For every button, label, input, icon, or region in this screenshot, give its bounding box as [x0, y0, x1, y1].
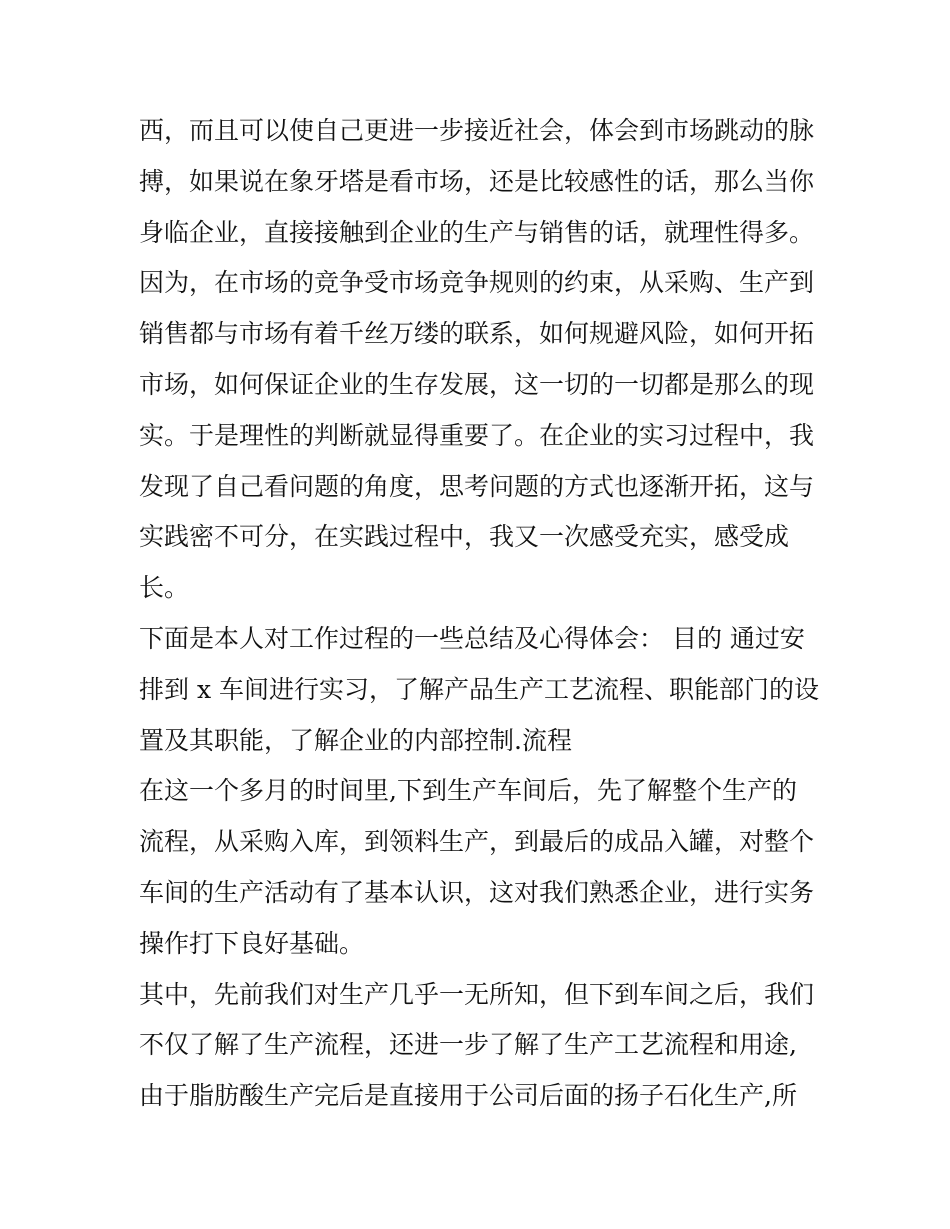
text-line: 实践密不可分，在实践过程中，我又一次感受充实，感受成: [139, 522, 790, 552]
text-line: 车间的生产活动有了基本认识，这对我们熟悉企业，进行实务: [139, 877, 815, 907]
text-line: 下面是本人对工作过程的一些总结及心得体会： 目的 通过安: [139, 623, 805, 653]
text-line: 置及其职能，了解企业的内部控制.流程: [139, 725, 572, 755]
text-line: 不仅了解了生产流程，还进一步了解了生产工艺流程和用途,: [139, 1030, 797, 1060]
text-line: 流程，从采购入库，到领料生产，到最后的成品入罐，对整个: [139, 827, 815, 857]
text-line: 因为，在市场的竞争受市场竞争规则的约束，从采购、生产到: [139, 268, 815, 298]
text-line: 长。: [139, 573, 190, 603]
text-line: 由于脂肪酸生产完后是直接用于公司后面的扬子石化生产,所: [139, 1081, 797, 1111]
text-line: 排到 x 车间进行实习，了解产品生产工艺流程、职能部门的设: [139, 674, 819, 704]
text-line: 操作打下良好基础。: [139, 928, 365, 958]
text-line: 在这一个多月的时间里,下到生产车间后，先了解整个生产的: [139, 776, 797, 806]
body-text: [139, 106, 819, 1122]
text-line: 其中，先前我们对生产几乎一无所知，但下到车间之后，我们: [139, 979, 815, 1009]
text-line: 搏，如果说在象牙塔是看市场，还是比较感性的话，那么当你: [139, 166, 815, 196]
text-line: 市场，如何保证企业的生存发展，这一切的一切都是那么的现: [139, 369, 815, 399]
text-line: 身临企业，直接接触到企业的生产与销售的话，就理性得多。: [139, 217, 815, 247]
text-line: 西，而且可以使自己更进一步接近社会，体会到市场跳动的脉: [139, 116, 815, 145]
text-line: 销售都与市场有着千丝万缕的联系，如何规避风险，如何开拓: [139, 319, 815, 349]
text-line: 实。于是理性的判断就显得重要了。在企业的实习过程中，我: [139, 420, 815, 450]
text-line: 发现了自己看问题的角度，思考问题的方式也逐渐开拓，这与: [139, 471, 815, 501]
